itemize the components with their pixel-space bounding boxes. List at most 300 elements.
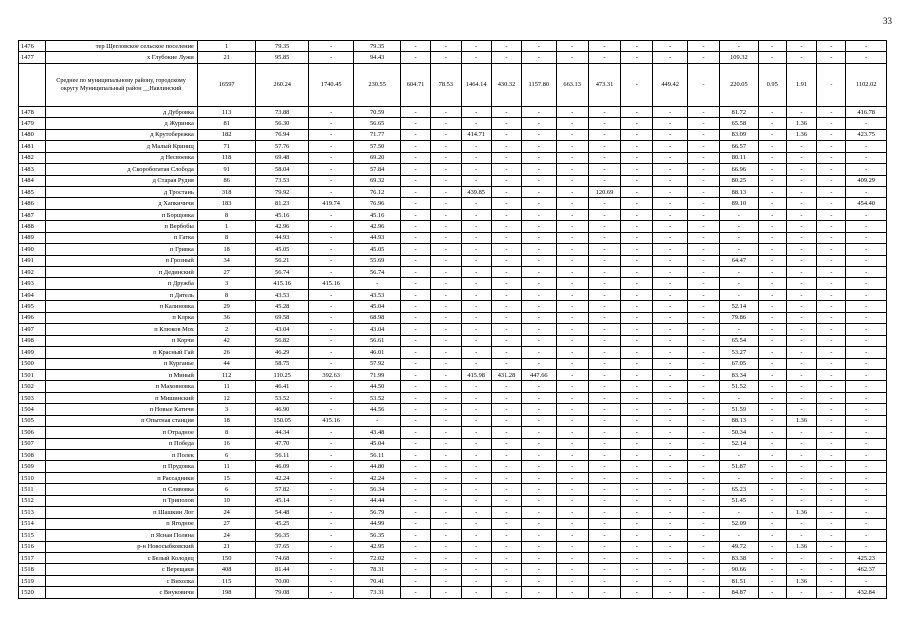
value-cell: 8 [197,232,256,243]
value-cell: - [308,175,353,186]
value-cell: - [431,427,461,438]
value-cell: - [308,427,353,438]
value-cell: - [461,209,491,220]
value-cell: - [687,209,719,220]
value-cell: - [491,472,521,483]
value-cell: - [431,152,461,163]
value-cell: - [786,358,816,369]
value-cell: - [556,564,588,575]
value-cell: - [556,164,588,175]
row-number-cell: 1490 [19,244,46,255]
value-cell: - [588,221,620,232]
value-cell: - [461,312,491,323]
value-cell: - [431,301,461,312]
locality-name-cell: п Новые Катичи [46,404,198,415]
value-cell: 415.98 [461,369,491,380]
locality-name-cell: п Дединский [46,267,198,278]
row-number-cell: 1519 [19,575,46,586]
value-cell: 73.53 [256,175,309,186]
table-row [19,472,887,483]
value-cell: - [687,530,719,541]
value-cell: - [758,518,786,529]
value-cell: - [556,507,588,518]
value-cell: 57.92 [354,358,400,369]
value-cell: - [308,118,353,129]
value-cell: - [308,289,353,300]
value-cell: - [522,106,556,117]
value-cell: - [491,392,521,403]
value-cell: - [491,438,521,449]
value-cell: 198 [197,587,256,598]
value-cell: - [522,552,556,563]
value-cell: - [522,415,556,426]
value-cell: - [653,129,687,140]
value-cell: 58.75 [256,358,309,369]
value-cell: - [431,415,461,426]
value-cell: - [687,347,719,358]
value-cell: - [308,518,353,529]
value-cell: 65.23 [720,484,758,495]
value-cell: - [846,575,887,586]
row-number-cell: 1494 [19,289,46,300]
value-cell: - [786,255,816,266]
value-cell: - [817,312,846,323]
table-row [19,369,887,380]
value-cell: - [491,198,521,209]
value-cell: 57.84 [354,164,400,175]
value-cell: - [461,564,491,575]
value-cell: - [522,209,556,220]
value-cell: - [588,518,620,529]
value-cell: - [817,461,846,472]
locality-name-cell: п Гривка [46,244,198,255]
value-cell: 1.36 [786,541,816,552]
value-cell: 120.69 [588,186,620,197]
value-cell: - [461,415,491,426]
value-cell: - [588,530,620,541]
value-cell: - [786,152,816,163]
value-cell: 57.82 [256,484,309,495]
value-cell: - [817,495,846,506]
row-number-cell: 1488 [19,221,46,232]
value-cell: - [556,335,588,346]
value-cell: - [653,564,687,575]
value-cell: - [653,324,687,335]
value-cell: - [817,518,846,529]
locality-name-cell: п Клюков Мох [46,324,198,335]
value-cell: - [687,52,719,63]
table-row [19,450,887,461]
value-cell: 42 [197,335,256,346]
table-row [19,461,887,472]
value-cell: - [758,118,786,129]
value-cell: - [786,267,816,278]
value-cell: - [556,186,588,197]
value-cell: - [687,564,719,575]
page-number: 33 [883,16,892,26]
value-cell: 56.61 [354,335,400,346]
value-cell: - [491,152,521,163]
value-cell: - [308,495,353,506]
value-cell: - [308,335,353,346]
value-cell: - [653,415,687,426]
value-cell: - [491,232,521,243]
value-cell: - [354,278,400,289]
value-cell: - [621,267,653,278]
value-cell: - [786,175,816,186]
value-cell: - [653,255,687,266]
value-cell: - [400,278,430,289]
value-cell: - [786,164,816,175]
locality-name-cell: п Рассадники [46,472,198,483]
row-number-cell: 1485 [19,186,46,197]
value-cell: - [653,381,687,392]
locality-name-cell: с Белый Колодец [46,552,198,563]
value-cell: 51.87 [720,461,758,472]
value-cell: - [400,461,430,472]
value-cell: - [653,392,687,403]
value-cell: - [687,152,719,163]
value-cell: - [308,438,353,449]
value-cell: - [621,152,653,163]
row-number-cell: 1505 [19,415,46,426]
value-cell: - [400,392,430,403]
value-cell: 44.93 [256,232,309,243]
value-cell: - [720,324,758,335]
value-cell: - [556,175,588,186]
value-cell: 55.69 [354,255,400,266]
table-row [19,141,887,152]
value-cell: - [687,141,719,152]
value-cell: - [621,232,653,243]
value-cell: 52.09 [720,518,758,529]
value-cell: - [308,164,353,175]
value-cell: - [758,232,786,243]
value-cell: - [653,289,687,300]
value-cell: 24 [197,507,256,518]
value-cell: - [400,564,430,575]
value-cell: 69.32 [354,175,400,186]
value-cell: - [758,552,786,563]
value-cell: - [400,541,430,552]
value-cell: - [758,461,786,472]
value-cell: - [491,427,521,438]
value-cell: - [846,438,887,449]
value-cell: - [556,244,588,255]
value-cell: - [354,415,400,426]
locality-name-cell: п Борщовка [46,209,198,220]
value-cell: - [846,52,887,63]
table-row [19,52,887,63]
table-row [19,267,887,278]
table-row [19,484,887,495]
value-cell: - [400,438,430,449]
value-cell: - [846,244,887,255]
value-cell: 318 [197,186,256,197]
row-number-cell: 1491 [19,255,46,266]
value-cell: - [817,63,846,106]
value-cell: - [431,52,461,63]
table-row [19,221,887,232]
value-cell: 439.85 [461,186,491,197]
value-cell: - [786,587,816,598]
value-cell: - [491,278,521,289]
value-cell: - [653,461,687,472]
value-cell: - [687,587,719,598]
value-cell: 415.16 [256,278,309,289]
value-cell: - [817,244,846,255]
value-cell: - [653,587,687,598]
value-cell: - [491,347,521,358]
value-cell: 54.48 [256,507,309,518]
value-cell: - [461,164,491,175]
value-cell: - [400,587,430,598]
value-cell: - [846,541,887,552]
value-cell: - [556,358,588,369]
value-cell: - [588,232,620,243]
value-cell: - [720,244,758,255]
value-cell: - [588,472,620,483]
value-cell: 415.16 [308,278,353,289]
value-cell: 46.01 [354,347,400,358]
value-cell: - [846,369,887,380]
row-number-cell: 1520 [19,587,46,598]
value-cell: 88.13 [720,186,758,197]
value-cell: 80.25 [720,175,758,186]
row-number-cell: 1497 [19,324,46,335]
value-cell: - [491,541,521,552]
value-cell: - [653,209,687,220]
value-cell: - [556,232,588,243]
value-cell: - [653,186,687,197]
value-cell: - [653,518,687,529]
value-cell: - [308,530,353,541]
value-cell: - [431,141,461,152]
value-cell: - [687,186,719,197]
value-cell: - [431,461,461,472]
table-row [19,301,887,312]
value-cell: - [522,404,556,415]
value-cell: 110.25 [256,369,309,380]
value-cell: - [556,381,588,392]
row-number-cell: 1514 [19,518,46,529]
value-cell: 415.16 [308,415,353,426]
value-cell: 88.13 [720,415,758,426]
value-cell: - [431,209,461,220]
value-cell: 80.11 [720,152,758,163]
value-cell: - [461,450,491,461]
value-cell: - [491,244,521,255]
value-cell: - [461,335,491,346]
value-cell: - [308,152,353,163]
value-cell: - [461,324,491,335]
value-cell: 45.16 [256,209,309,220]
value-cell: - [431,244,461,255]
value-cell: - [621,198,653,209]
value-cell: - [621,347,653,358]
value-cell: - [720,232,758,243]
row-number-cell: 1498 [19,335,46,346]
value-cell: - [653,244,687,255]
value-cell: - [786,141,816,152]
value-cell: 72.02 [354,552,400,563]
value-cell: - [846,450,887,461]
value-cell: - [687,541,719,552]
value-cell: - [621,63,653,106]
value-cell: - [400,232,430,243]
value-cell: - [431,198,461,209]
value-cell: - [588,438,620,449]
value-cell: - [817,232,846,243]
value-cell: - [431,106,461,117]
value-cell: - [400,106,430,117]
value-cell: - [522,129,556,140]
value-cell: - [786,438,816,449]
summary-row [19,63,887,106]
value-cell: - [653,175,687,186]
value-cell: 58.04 [256,164,309,175]
value-cell: - [786,324,816,335]
value-cell: - [431,129,461,140]
value-cell: - [400,301,430,312]
value-cell: - [621,415,653,426]
value-cell: - [556,289,588,300]
value-cell: 68.98 [354,312,400,323]
value-cell: - [786,41,816,52]
value-cell: - [491,495,521,506]
value-cell: - [621,312,653,323]
locality-name-cell: п Корчи [46,335,198,346]
value-cell: - [556,495,588,506]
row-number-cell: 1499 [19,347,46,358]
value-cell: - [817,530,846,541]
value-cell: - [846,232,887,243]
value-cell: - [461,392,491,403]
value-cell: 71.99 [354,369,400,380]
locality-name-cell: д Тростань [46,186,198,197]
value-cell: - [588,404,620,415]
value-cell: - [588,324,620,335]
value-cell: - [588,427,620,438]
value-cell: - [556,530,588,541]
value-cell: - [522,221,556,232]
table-row [19,392,887,403]
value-cell: - [556,392,588,403]
value-cell: - [522,255,556,266]
value-cell: 51.45 [720,495,758,506]
value-cell: - [687,324,719,335]
value-cell: - [461,41,491,52]
value-cell: - [758,186,786,197]
value-cell: - [400,164,430,175]
value-cell: - [621,507,653,518]
value-cell: - [400,152,430,163]
value-cell: 76.96 [354,198,400,209]
value-cell: - [431,507,461,518]
value-cell: - [817,541,846,552]
value-cell: - [400,369,430,380]
value-cell: - [400,518,430,529]
value-cell: 44.44 [354,495,400,506]
value-cell: 46.90 [256,404,309,415]
value-cell: - [758,438,786,449]
value-cell: - [491,518,521,529]
value-cell: 95.85 [256,52,309,63]
value-cell: - [687,392,719,403]
value-cell: 46.41 [256,381,309,392]
value-cell: - [758,484,786,495]
value-cell: - [758,392,786,403]
value-cell: - [491,289,521,300]
value-cell: - [758,289,786,300]
value-cell: - [817,392,846,403]
locality-name-cell: п Калиновка [46,301,198,312]
table-row [19,244,887,255]
value-cell: - [588,278,620,289]
value-cell: - [588,209,620,220]
value-cell: - [817,427,846,438]
row-number-cell: 1501 [19,369,46,380]
value-cell: - [588,312,620,323]
value-cell: - [846,381,887,392]
value-cell: - [556,324,588,335]
value-cell: - [556,129,588,140]
value-cell: - [308,575,353,586]
row-number-cell: 1487 [19,209,46,220]
value-cell: - [461,267,491,278]
value-cell: 46.09 [256,461,309,472]
value-cell: - [817,164,846,175]
value-cell: - [653,141,687,152]
value-cell: - [846,152,887,163]
value-cell: 45.04 [354,438,400,449]
value-cell: - [400,52,430,63]
value-cell: 56.35 [354,530,400,541]
locality-name-cell: п Прудовка [46,461,198,472]
value-cell: - [308,564,353,575]
value-cell: - [653,438,687,449]
row-number-cell: 1516 [19,541,46,552]
value-cell: - [786,186,816,197]
value-cell: - [431,369,461,380]
value-cell: 73.31 [354,587,400,598]
value-cell: - [621,427,653,438]
value-cell: - [400,472,430,483]
value-cell: - [817,198,846,209]
value-cell: - [431,335,461,346]
value-cell: - [556,301,588,312]
locality-name-cell: п Курганье [46,358,198,369]
value-cell: 42.95 [354,541,400,552]
value-cell: - [687,495,719,506]
value-cell: - [817,175,846,186]
value-cell: - [400,255,430,266]
value-cell: - [687,164,719,175]
table-row [19,530,887,541]
value-cell: - [522,541,556,552]
value-cell: - [461,221,491,232]
value-cell: - [431,267,461,278]
value-cell: - [431,41,461,52]
value-cell: - [621,106,653,117]
value-cell: 34 [197,255,256,266]
value-cell: - [687,63,719,106]
value-cell: - [817,438,846,449]
value-cell: 81 [197,118,256,129]
value-cell: 56.79 [354,507,400,518]
locality-name-cell: Среднее по муниципальному району, городскому округу Муниципальный район __Навлинский [46,63,198,106]
value-cell: - [758,278,786,289]
